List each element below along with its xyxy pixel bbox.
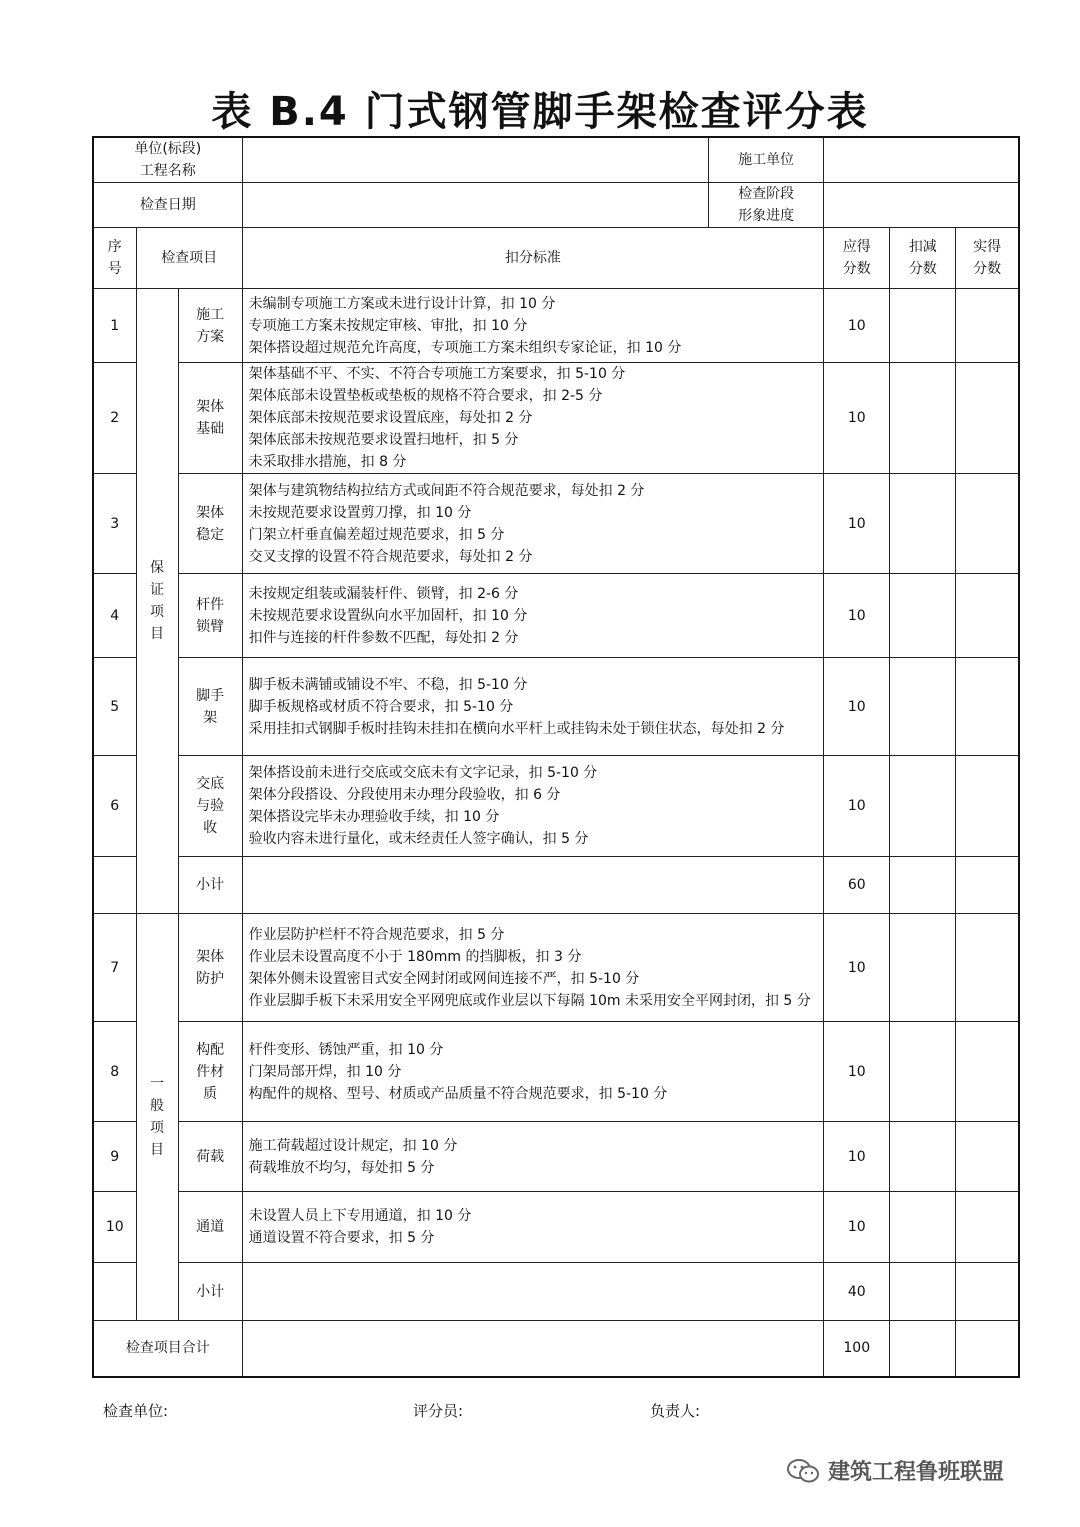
- row-seq: 6: [93, 756, 136, 857]
- subtotal-deduct-score[interactable]: [890, 1263, 956, 1321]
- date-label: 检查日期: [93, 183, 242, 228]
- row-deduct-score[interactable]: [890, 574, 956, 658]
- row-due-score: 10: [824, 474, 890, 574]
- row-deduct-score[interactable]: [890, 1192, 956, 1263]
- row-due-score: 10: [824, 1192, 890, 1263]
- row-due-score: 10: [824, 363, 890, 474]
- row-actual-score[interactable]: [956, 914, 1019, 1022]
- table-row: [93, 1122, 1019, 1192]
- row-seq: 1: [93, 289, 136, 363]
- total-criteria: [242, 1321, 824, 1377]
- contractor-value[interactable]: [824, 137, 1019, 183]
- group-guarantee: 保 证 项 目: [136, 289, 178, 914]
- subtotal-criteria: [242, 1263, 824, 1321]
- row-deduct-score[interactable]: [890, 658, 956, 756]
- total-due-score: 100: [824, 1321, 890, 1377]
- row-seq: 10: [93, 1192, 136, 1263]
- wechat-icon: [786, 1458, 820, 1484]
- row-due-score: 10: [824, 658, 890, 756]
- row-item: 架体 防护: [178, 914, 242, 1022]
- row-due-score: 10: [824, 1122, 890, 1192]
- row-item: 交底 与验 收: [178, 756, 242, 857]
- contractor-label: 施工单位: [709, 137, 824, 183]
- row-actual-score[interactable]: [956, 363, 1019, 474]
- footer-inspector-unit: 检查单位:: [103, 1402, 169, 1420]
- row-seq: 7: [93, 914, 136, 1022]
- table-row: [93, 658, 1019, 756]
- row-actual-score[interactable]: [956, 1122, 1019, 1192]
- total-label: 检查项目合计: [93, 1321, 242, 1377]
- row-deduct-score[interactable]: [890, 363, 956, 474]
- row-actual-score[interactable]: [956, 658, 1019, 756]
- row-deduct-score[interactable]: [890, 1122, 956, 1192]
- footer-responsible: 负责人:: [650, 1402, 701, 1420]
- row-criteria: 未编制专项施工方案或未进行设计计算，扣 10 分 专项施工方案未按规定审核、审批，扣 10 分 架体搭设超过规范允许高度，专项施工方案未组织专家论证，扣 10 分: [242, 289, 824, 363]
- row-item: 荷载: [178, 1122, 242, 1192]
- row-seq: 8: [93, 1022, 136, 1122]
- row-deduct-score[interactable]: [890, 289, 956, 363]
- row-deduct-score[interactable]: [890, 1022, 956, 1122]
- row-seq: 3: [93, 474, 136, 574]
- row-criteria: 作业层防护栏杆不符合规范要求，扣 5 分 作业层未设置高度不小于 180mm 的挡脚板，扣 3 分 架体外侧未设置密目式安全网封闭或网间连接不严，扣 5-10 分 作业层脚手板下未采用安全平网兜底或作业层以下每隔 10m 未采用安全平网封闭，扣 5 分: [242, 914, 824, 1022]
- total-actual-score[interactable]: [956, 1321, 1019, 1377]
- row-deduct-score[interactable]: [890, 914, 956, 1022]
- subtotal-criteria: [242, 857, 824, 914]
- table-row: [93, 474, 1019, 574]
- row-due-score: 10: [824, 914, 890, 1022]
- row-item: 脚手 架: [178, 658, 242, 756]
- row-due-score: 10: [824, 289, 890, 363]
- row-due-score: 10: [824, 1022, 890, 1122]
- row-item: 架体 基础: [178, 363, 242, 474]
- table-row: [93, 289, 1019, 363]
- row-criteria: 架体基础不平、不实、不符合专项施工方案要求，扣 5-10 分 架体底部未设置垫板或垫板的规格不符合要求，扣 2-5 分 架体底部未按规范要求设置底座，每处扣 2 分 架体底部未按规范要求设置扫地杆，扣 5 分 未采取排水措施，扣 8 分: [242, 363, 824, 474]
- total-deduct-score[interactable]: [890, 1321, 956, 1377]
- subtotal-row: [93, 857, 1019, 914]
- row-actual-score[interactable]: [956, 756, 1019, 857]
- row-criteria: 架体搭设前未进行交底或交底未有文字记录，扣 5-10 分 架体分段搭设、分段使用未办理分段验收，扣 6 分 架体搭设完毕未办理验收手续，扣 10 分 验收内容未进行量化，或未经责任人签字确认，扣 5 分: [242, 756, 824, 857]
- stage-label: 检查阶段 形象进度: [709, 183, 824, 228]
- unit-value[interactable]: [242, 137, 708, 183]
- row-deduct-score[interactable]: [890, 756, 956, 857]
- score-table: [92, 136, 1020, 1378]
- row-item: 架体 稳定: [178, 474, 242, 574]
- subtotal-label: 小计: [178, 1263, 242, 1321]
- row-criteria: 脚手板未满铺或铺设不牢、不稳，扣 5-10 分 脚手板规格或材质不符合要求，扣 5-10 分 采用挂扣式钢脚手板时挂钩未挂扣在横向水平杆上或挂钩未处于锁住状态，每处扣 2 分: [242, 658, 824, 756]
- col-seq-header: 序 号: [93, 228, 136, 289]
- date-value[interactable]: [242, 183, 708, 228]
- watermark: [786, 1455, 1004, 1486]
- subtotal-actual-score[interactable]: [956, 857, 1019, 914]
- subtotal-seq: [93, 857, 136, 914]
- row-actual-score[interactable]: [956, 474, 1019, 574]
- row-criteria: 未设置人员上下专用通道，扣 10 分 通道设置不符合要求，扣 5 分: [242, 1192, 824, 1263]
- table-row: [93, 756, 1019, 857]
- col-item-header: 检查项目: [136, 228, 242, 289]
- row-actual-score[interactable]: [956, 1192, 1019, 1263]
- row-deduct-score[interactable]: [890, 474, 956, 574]
- subtotal-deduct-score[interactable]: [890, 857, 956, 914]
- row-item: 施工 方案: [178, 289, 242, 363]
- subtotal-seq: [93, 1263, 136, 1321]
- subtotal-row: [93, 1263, 1019, 1321]
- table-row: [93, 574, 1019, 658]
- page-title: 表 B.4 门式钢管脚手架检查评分表: [211, 89, 869, 135]
- table-row: [93, 914, 1019, 1022]
- row-seq: 9: [93, 1122, 136, 1192]
- table-row: [93, 363, 1019, 474]
- row-seq: 4: [93, 574, 136, 658]
- table-row: [93, 1022, 1019, 1122]
- row-due-score: 10: [824, 756, 890, 857]
- subtotal-actual-score[interactable]: [956, 1263, 1019, 1321]
- row-criteria: 施工荷载超过设计规定，扣 10 分 荷载堆放不均匀，每处扣 5 分: [242, 1122, 824, 1192]
- row-actual-score[interactable]: [956, 574, 1019, 658]
- row-item: 杆件 锁臂: [178, 574, 242, 658]
- subtotal-due-score: 40: [824, 1263, 890, 1321]
- table-row: [93, 1192, 1019, 1263]
- row-due-score: 10: [824, 574, 890, 658]
- row-actual-score[interactable]: [956, 1022, 1019, 1122]
- row-seq: 5: [93, 658, 136, 756]
- row-actual-score[interactable]: [956, 289, 1019, 363]
- group-general: 一 般 项 目: [136, 914, 178, 1321]
- col-due-header: 应得 分数: [824, 228, 890, 289]
- col-deduct-header: 扣减 分数: [890, 228, 956, 289]
- row-criteria: 杆件变形、锈蚀严重，扣 10 分 门架局部开焊，扣 10 分 构配件的规格、型号、材质或产品质量不符合规范要求，扣 5-10 分: [242, 1022, 824, 1122]
- col-criteria-header: 扣分标准: [242, 228, 824, 289]
- unit-label: 单位(标段) 工程名称: [93, 137, 242, 183]
- subtotal-due-score: 60: [824, 857, 890, 914]
- subtotal-label: 小计: [178, 857, 242, 914]
- row-seq: 2: [93, 363, 136, 474]
- row-item: 通道: [178, 1192, 242, 1263]
- row-criteria: 未按规定组装或漏装杆件、锁臂，扣 2-6 分 未按规范要求设置纵向水平加固杆，扣 10 分 扣件与连接的杆件参数不匹配，每处扣 2 分: [242, 574, 824, 658]
- row-criteria: 架体与建筑物结构拉结方式或间距不符合规范要求，每处扣 2 分 未按规范要求设置剪刀撑，扣 10 分 门架立杆垂直偏差超过规范要求，扣 5 分 交叉支撑的设置不符合规范要求，每处扣 2 分: [242, 474, 824, 574]
- stage-value[interactable]: [824, 183, 1019, 228]
- footer-scorer: 评分员:: [413, 1402, 464, 1420]
- row-item: 构配 件材 质: [178, 1022, 242, 1122]
- total-row: [93, 1321, 1019, 1377]
- col-actual-header: 实得 分数: [956, 228, 1019, 289]
- watermark-text: 建筑工程鲁班联盟: [828, 1460, 1005, 1485]
